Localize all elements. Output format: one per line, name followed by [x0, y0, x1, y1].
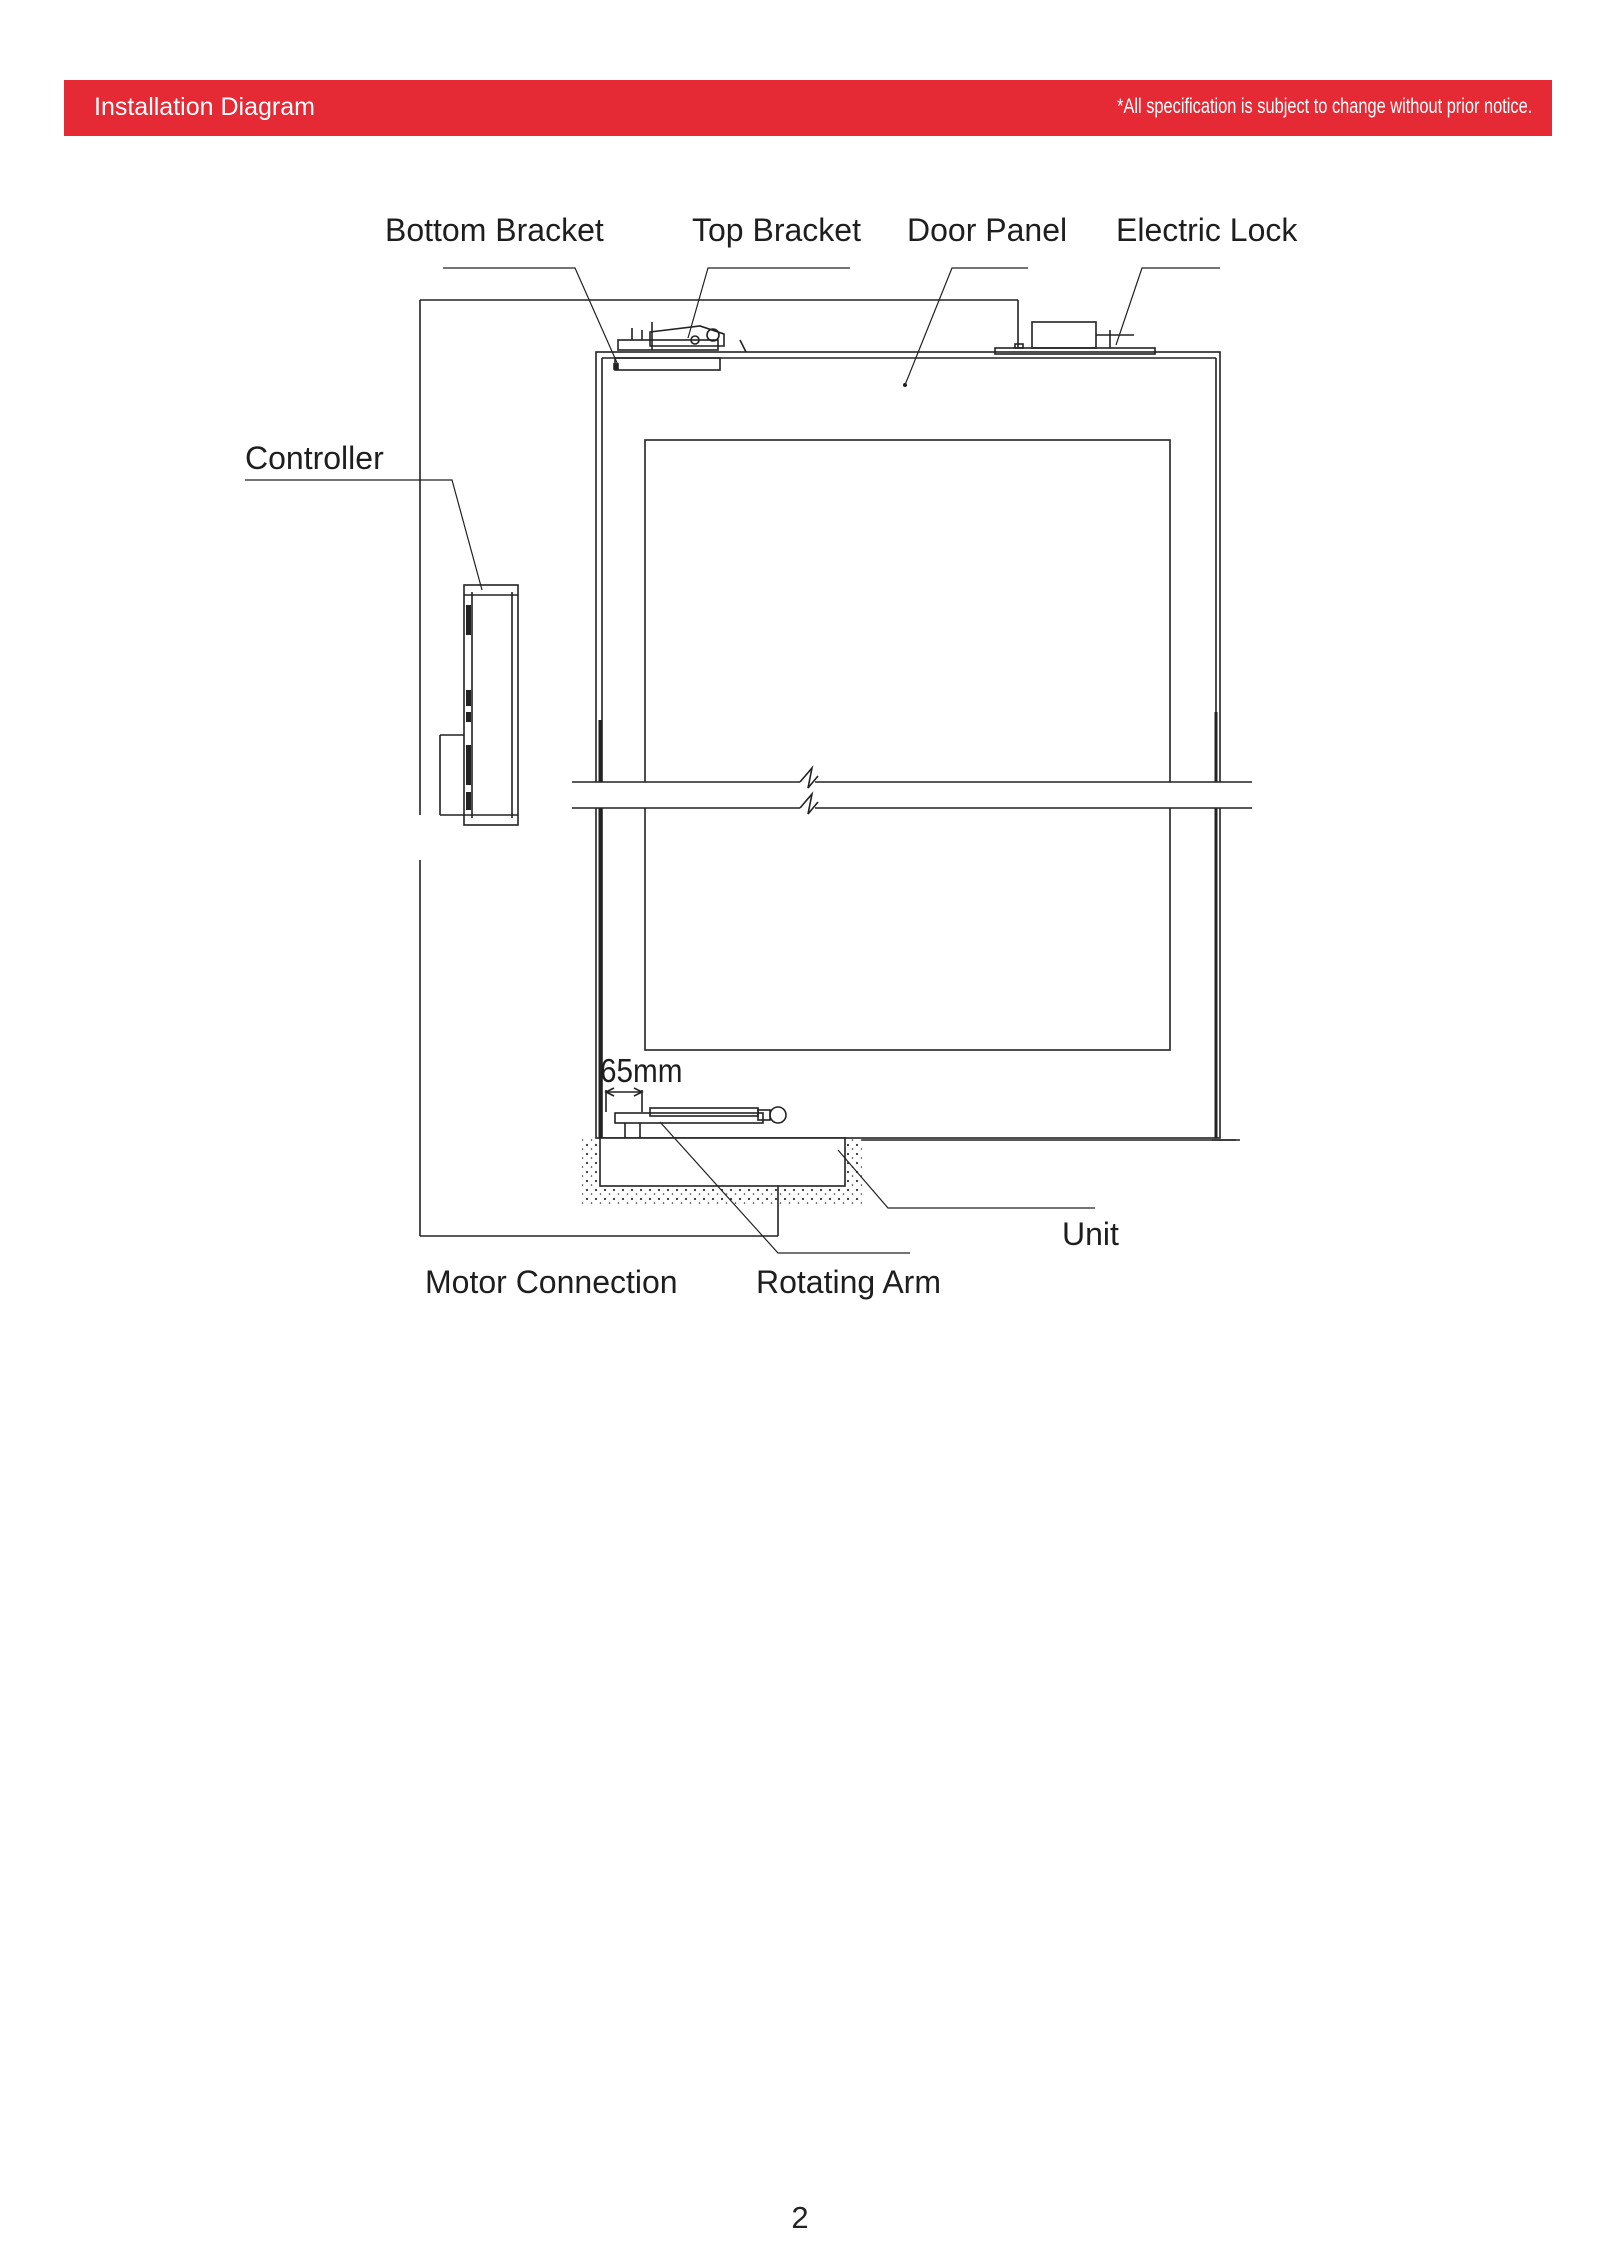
- floor-unit: [582, 1138, 1240, 1206]
- label-top-bracket: Top Bracket: [692, 212, 861, 248]
- label-bottom-bracket: Bottom Bracket: [385, 212, 604, 248]
- label-electric-lock: Electric Lock: [1116, 212, 1298, 248]
- label-rotating-arm: Rotating Arm: [756, 1264, 941, 1300]
- page-number: 2: [791, 2200, 809, 2235]
- controller-box: [440, 585, 518, 825]
- header-note: *All specification is subject to change without prior notice.: [1116, 95, 1532, 118]
- leader-lines: [245, 268, 1220, 1253]
- label-unit: Unit: [1062, 1216, 1119, 1252]
- label-motor-connection: Motor Connection: [425, 1264, 678, 1300]
- glass-panel: [645, 440, 1170, 1050]
- top-bracket-assembly: [614, 322, 746, 370]
- rotating-arm: [606, 1088, 786, 1138]
- break-lines: [572, 768, 1252, 814]
- door-frame: [596, 352, 1236, 1140]
- label-controller: Controller: [245, 440, 384, 476]
- electric-lock-assembly: [995, 322, 1155, 354]
- label-door-panel: Door Panel: [907, 212, 1068, 248]
- dimension-65mm: 65mm: [600, 1052, 683, 1089]
- header-title: Installation Diagram: [94, 93, 315, 121]
